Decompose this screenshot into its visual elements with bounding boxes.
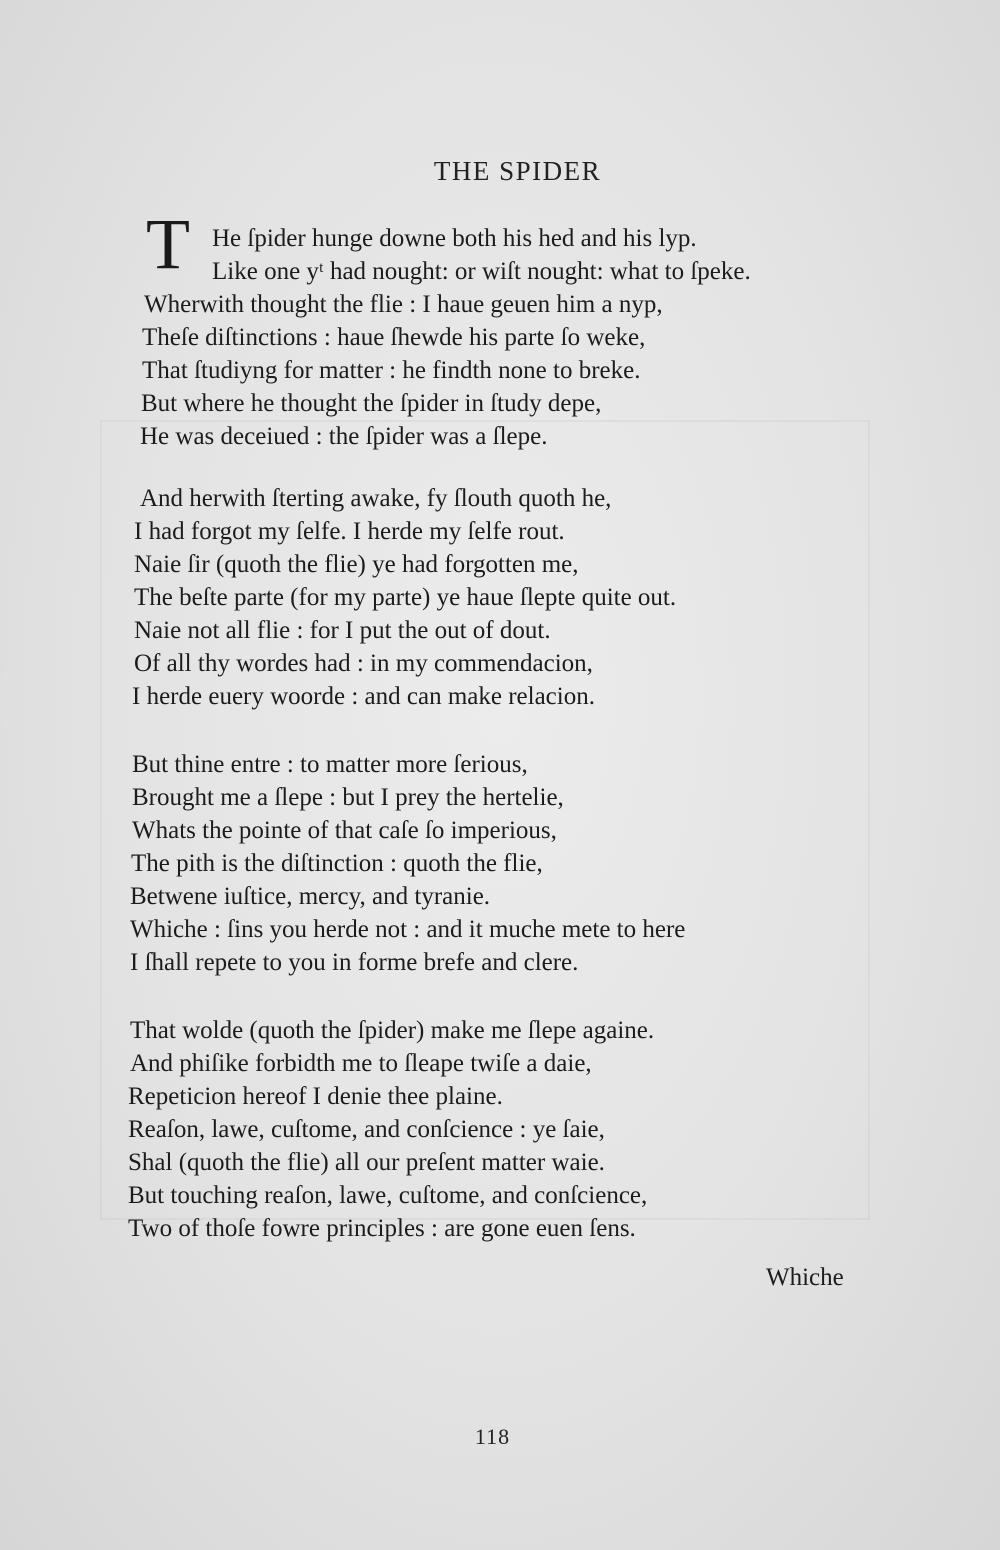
poem-line: But thine entre : to matter more ſerious, (132, 751, 528, 778)
poem-line: Naie not all flie : for I put the out of dout. (134, 617, 551, 644)
poem-line: That wolde (quoth the ſpider) make me ſlepe againe. (130, 1017, 655, 1044)
poem-title: THE SPIDER (433, 156, 602, 186)
poem-line: The pith is the diſtinction : quoth the flie, (131, 850, 543, 877)
poem-line: But touching reaſon, lawe, cuſtome, and conſcience, (128, 1182, 648, 1209)
poem-line: Whiche : ſins you herde not : and it muche mete to here (130, 916, 686, 943)
poem-line: The beſte parte (for my parte) ye haue ſlepte quite out. (134, 584, 677, 611)
poem-line: Whats the pointe of that caſe ſo imperious, (132, 817, 557, 844)
poem-line: He ſpider hunge downe both his hed and his lyp. (212, 225, 697, 252)
stanza-1 (0, 222, 900, 453)
catchword: Whiche (766, 1264, 844, 1291)
poem-line: I ſhall repete to you in forme brefe and clere. (130, 949, 579, 976)
poem-line: Betwene iuſtice, mercy, and tyranie. (130, 883, 491, 910)
poem-line: Repeticion hereof I denie thee plaine. (128, 1083, 503, 1110)
stanza-2 (0, 482, 900, 713)
poem-line: Theſe diſtinctions : haue ſhewde his parte ſo weke, (142, 324, 646, 351)
drop-capital: T (146, 204, 190, 284)
poem-line: I herde euery woorde : and can make relacion. (132, 683, 595, 710)
poem-line: He was deceiued : the ſpider was a ſlepe. (140, 423, 548, 450)
poem-line: But where he thought the ſpider in ſtudy depe, (141, 390, 602, 417)
poem-line: Reaſon, lawe, cuſtome, and conſcience : ye ſaie, (128, 1116, 605, 1143)
poem-line: Brought me a ſlepe : but I prey the hertelie, (132, 784, 564, 811)
poem-line: Like one yᵗ had nought: or wiſt nought: what to ſpeke. (212, 258, 751, 285)
stanza-4 (0, 1014, 900, 1245)
poem-line: And phiſike forbidth me to ſleape twiſe a daie, (130, 1050, 592, 1077)
poem-line: That ſtudiyng for matter : he findth none to breke. (142, 357, 641, 384)
poem-line: And herwith ſterting awake, fy ſlouth quoth he, (140, 485, 612, 512)
poem-line: Naie ſir (quoth the flie) ye had forgotten me, (134, 551, 579, 578)
poem-line: Shal (quoth the flie) all our preſent matter waie. (128, 1149, 605, 1176)
poem-line: Wherwith thought the flie : I haue geuen him a nyp, (144, 291, 663, 318)
page-number: 118 (474, 1424, 511, 1449)
poem-line: Two of thoſe fowre principles : are gone euen ſens. (128, 1215, 636, 1242)
poem-line: I had forgot my ſelfe. I herde my ſelfe rout. (134, 518, 565, 545)
poem-line: Of all thy wordes had : in my commendacion, (134, 650, 593, 677)
stanza-3 (0, 748, 900, 979)
